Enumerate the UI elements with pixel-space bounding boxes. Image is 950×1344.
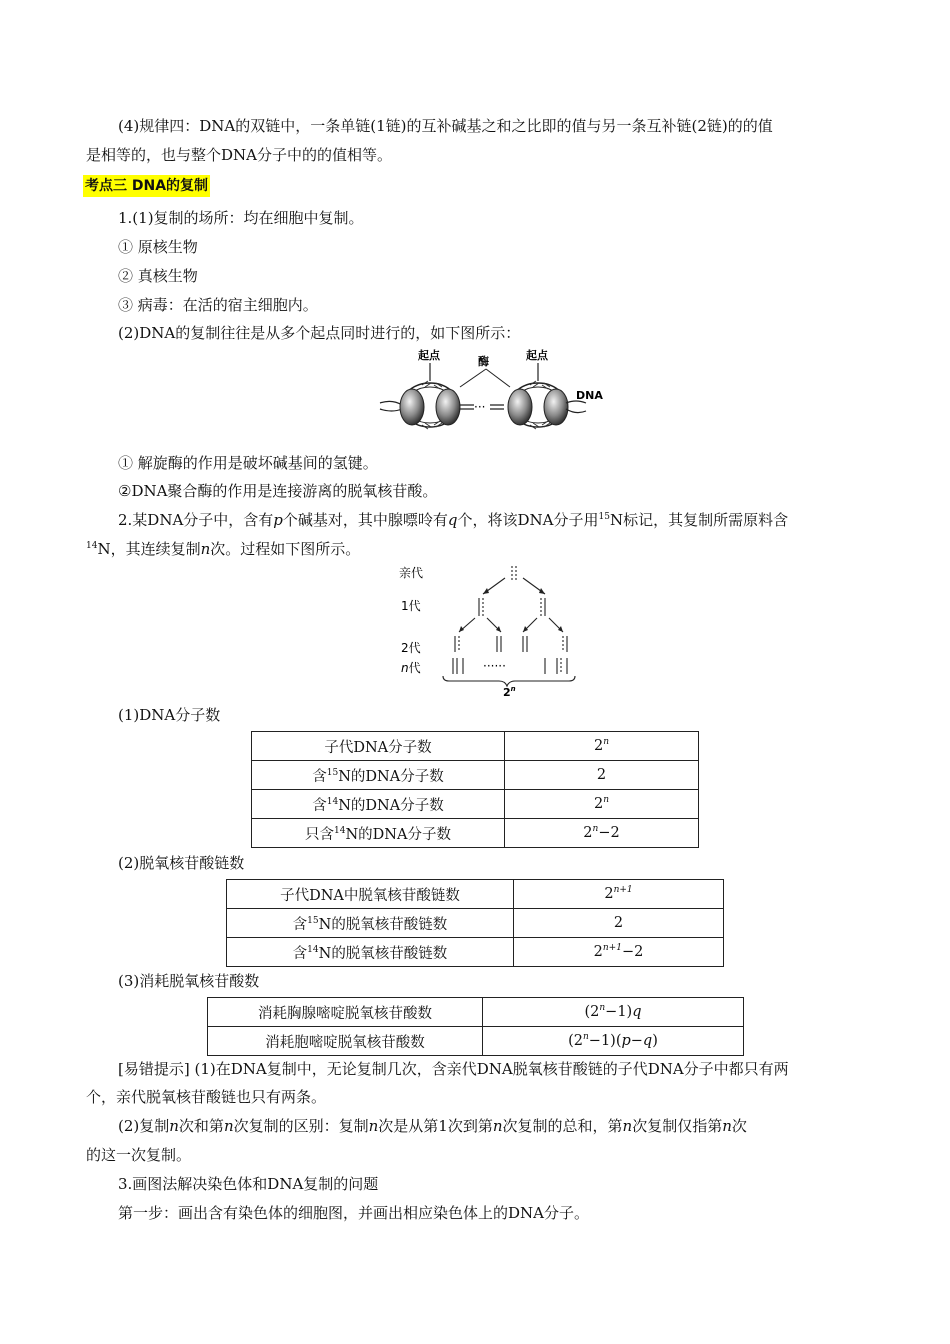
table1-title: (1)DNA分子数 <box>118 706 221 724</box>
nucleotide-consumption-table <box>207 997 744 1056</box>
isotope-14: 14 <box>86 541 98 551</box>
dna-label: DNA <box>576 389 603 402</box>
s2-text: 次。过程如下图所示。 <box>210 540 361 558</box>
paragraph-rule4-line1: (4)规律四：DNA的双链中，一条单链(1链)的互补碱基之和之比即的值与另一条互补链(2链)的的值 <box>118 117 773 135</box>
text-s1-e: ②DNA聚合酶的作用是连接游离的脱氧核苷酸。 <box>118 482 438 500</box>
table-row: 消耗胞嘧啶脱氧核苷酸数 $(2^n-1)(p-q)$ <box>208 1027 744 1056</box>
text-s1-b: ② 真核生物 <box>118 267 198 285</box>
table-row: 含$^{14}$N的脱氧核苷酸链数 $2^{n+1}-2$ <box>227 938 724 967</box>
table-row: 消耗胸腺嘧啶脱氧核苷酸数 $(2^n-1)q$ <box>208 998 744 1027</box>
enzyme-label: 酶 <box>478 355 489 368</box>
text-s2-line1 <box>118 510 788 533</box>
text-s3: 3.画图法解决染色体和DNA复制的问题 <box>118 1175 379 1193</box>
figure2-dots: ······ <box>483 659 506 673</box>
table-row: 含$^{15}$N的DNA分子数 2 <box>252 761 699 790</box>
tip-line3: (2)复制n次和第n次复制的区别：复制n次是从第1次到第n次复制的总和，第n次复制仅指第n次 <box>118 1117 747 1135</box>
isotope-15: 15 <box>598 512 610 522</box>
table-row: 含$^{15}$N的脱氧核苷酸链数 2 <box>227 909 724 938</box>
text-s3-1: 第一步：画出含有染色体的细胞图，并画出相应染色体上的DNA分子。 <box>118 1204 589 1222</box>
table3-title: (3)消耗脱氧核苷酸数 <box>118 972 260 990</box>
s2-text: N，其连续复制 <box>97 540 201 558</box>
tip-line4: 的这一次复制。 <box>86 1146 192 1164</box>
text-s1-c: ③ 病毒：在活的宿主细胞内。 <box>118 296 318 314</box>
table2-title: (2)脱氧核苷酸链数 <box>118 854 245 872</box>
replication-origin-figure <box>378 345 618 445</box>
text-s1-a: ① 原核生物 <box>118 238 198 256</box>
text-s1: 1.(1)复制的场所：均在细胞中复制。 <box>118 209 364 227</box>
s2-text: 个碱基对，其中腺嘌呤有 <box>282 511 448 529</box>
table-row: 含$^{14}$N的DNA分子数 2$^n$ <box>252 790 699 819</box>
gen2-label: 2代 <box>401 641 421 655</box>
s2-text: 2.某DNA分子中，含有 <box>118 511 274 529</box>
replication-generation-figure <box>395 562 585 697</box>
gen1-label: 1代 <box>401 599 421 613</box>
origin-right-label: 起点 <box>526 349 548 362</box>
text-s2-line2 <box>86 539 360 562</box>
gen0-label: 亲代 <box>399 566 424 580</box>
figure-dots: ··· <box>474 400 486 414</box>
text-s1-d: ① 解旋酶的作用是破坏碱基间的氢键。 <box>118 454 378 472</box>
strand-count-table <box>226 879 724 967</box>
paragraph-rule4-line2: 是相等的，也与整个DNA分子中的的值相等。 <box>86 146 392 164</box>
s2-q: q <box>447 511 458 529</box>
dna-count-table <box>251 731 699 848</box>
table-row: 子代DNA分子数 2$^n$ <box>252 732 699 761</box>
total-count: 2$^n$ <box>503 685 516 697</box>
genn-label: n代 <box>401 661 421 675</box>
table-row: 只含$^{14}$N的DNA分子数 $2^n-2$ <box>252 819 699 848</box>
s2-n: n <box>200 540 211 558</box>
s2-text: 个，将该DNA分子用 <box>457 511 599 529</box>
s2-p: p <box>273 511 283 529</box>
section-title: 考点三 DNA的复制 <box>83 175 210 197</box>
text-s1-2: (2)DNA的复制往往是从多个起点同时进行的，如下图所示： <box>118 324 521 342</box>
tip-line1: [易错提示] (1)在DNA复制中，无论复制几次，含亲代DNA脱氧核苷酸链的子代DNA分子中都只有两 <box>118 1060 789 1078</box>
s2-text: N标记，其复制所需原料含 <box>609 511 789 529</box>
origin-left-label: 起点 <box>418 349 440 362</box>
table-row: 子代DNA中脱氧核苷酸链数 $2^{n+1}$ <box>227 880 724 909</box>
tip-line2: 个，亲代脱氧核苷酸链也只有两条。 <box>86 1088 327 1106</box>
